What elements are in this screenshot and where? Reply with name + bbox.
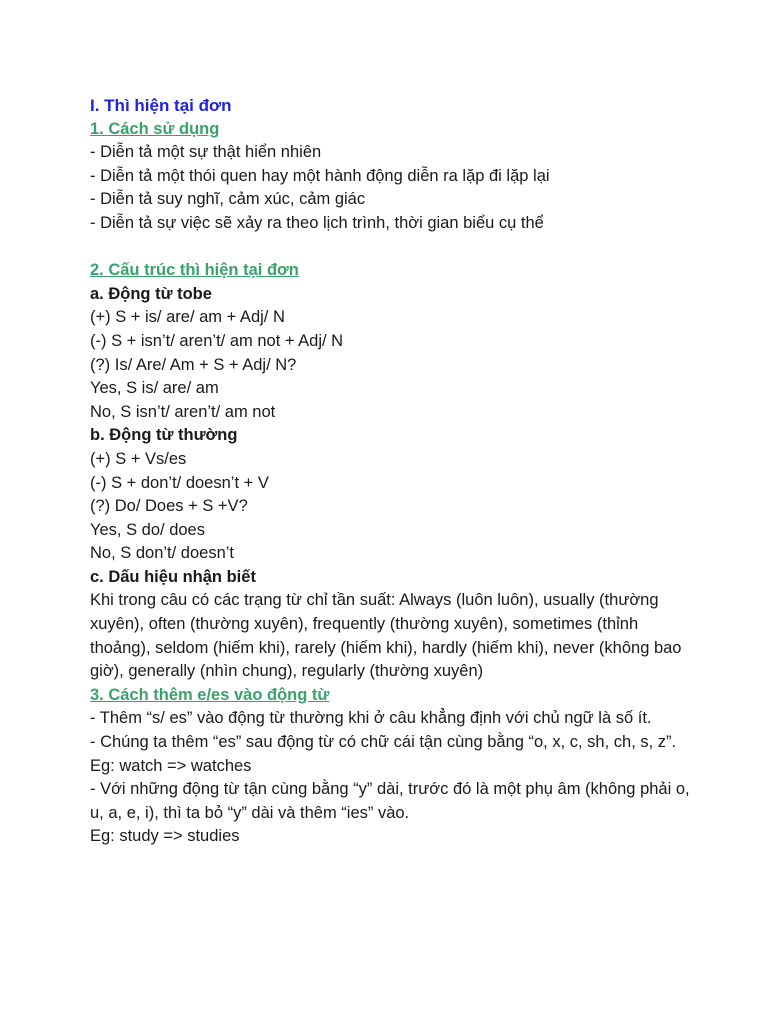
subsection-c-title: c. Dấu hiệu nhận biết [90,567,256,586]
rule-paragraph: - Chúng ta thêm “es” sau động từ có chữ cái tận cùng bằng “o, x, c, sh, ch, s, z”. [90,733,677,752]
section1-line: - Diễn tả một sự thật hiển nhiên [90,143,322,162]
signal-words-paragraph: Khi trong câu có các trạng từ chỉ tần suất: Always (luôn luôn), usually (thường xuyên), often (thường xuyên), frequently (thường xuyên), sometimes (thỉnh thoảng), seldom (hiếm khi), rarely (hiếm khi), hardly (hiếm khi), never (không bao giờ), generally (nhìn chung), regularly (thường xuyên) [90,591,682,681]
formula-line: No, S don’t/ doesn’t [90,544,235,563]
section2-title: 2. Cấu trúc thì hiện tại đơn [90,261,299,280]
formula-line: (+) S + Vs/es [90,449,187,468]
formula-line: Yes, S is/ are/ am [90,379,219,398]
rule-paragraph: - Thêm “s/ es” vào động từ thường khi ở câu khẳng định với chủ ngữ là số ít. [90,709,652,728]
section1-line: - Diễn tả suy nghĩ, cảm xúc, cảm giác [90,190,366,209]
section1-line: - Diễn tả một thói quen hay một hành động diễn ra lặp đi lặp lại [90,166,550,185]
formula-line: No, S isn’t/ aren’t/ am not [90,402,276,421]
formula-line: (?) Do/ Does + S +V? [90,497,248,516]
section1-line: - Diễn tả sự việc sẽ xảy ra theo lịch trình, thời gian biểu cụ thể [90,213,544,232]
subsection-b-title: b. Động từ thường [90,426,238,445]
formula-line: (+) S + is/ are/ am + Adj/ N [90,308,285,327]
spacer [90,236,708,260]
example-line: Eg: study => studies [90,827,240,846]
formula-line: (-) S + don’t/ doesn’t + V [90,473,269,492]
section1-title: 1. Cách sử dụng [90,119,220,138]
section3-title: 3. Cách thêm e/es vào động từ [90,685,330,704]
example-line: Eg: watch => watches [90,756,252,775]
rule-paragraph: - Với những động từ tận cùng bằng “y” dài, trước đó là một phụ âm (không phải o, u, a, e, i), thì ta bỏ “y” dài và thêm “ies” vào. [90,780,690,822]
formula-line: Yes, S do/ does [90,520,205,539]
main-heading: I. Thì hiện tại đơn [90,96,232,115]
subsection-a-title: a. Động từ tobe [90,284,212,303]
formula-line: (-) S + isn’t/ aren’t/ am not + Adj/ N [90,331,344,350]
formula-line: (?) Is/ Are/ Am + S + Adj/ N? [90,355,297,374]
